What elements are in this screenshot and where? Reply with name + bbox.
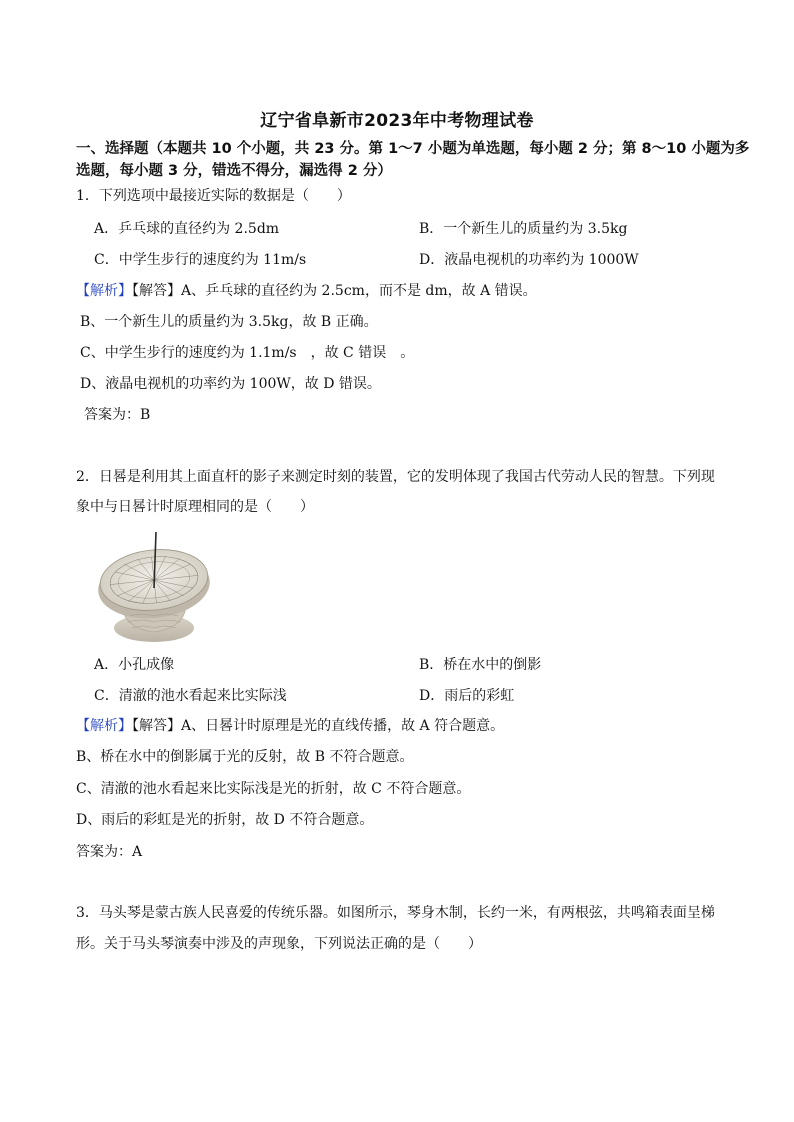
question-2-stem-line-1: 2．日晷是利用其上面直杆的影子来测定时刻的装置，它的发明体现了我国古代劳动人民的智慧。下列现 — [76, 469, 715, 485]
q2-analysis-line-3: C、清澈的池水看起来比实际浅是光的折射，故 C 不符合题意。 — [76, 781, 471, 797]
q2-analysis-line-1 — [76, 716, 504, 736]
question-2-stem-line-2: 象中与日晷计时原理相同的是（ ） — [76, 499, 314, 515]
q1-analysis-line-3: C、中学生步行的速度约为 1.1m/s ，故 C 错误 。 — [80, 345, 415, 361]
question-3-stem-line-1: 3．马头琴是蒙古族人民喜爱的传统乐器。如图所示，琴身木制，长约一米，有两根弦，共鸣箱表面呈梯 — [76, 905, 715, 921]
q1-answer: 答案为：B — [84, 407, 151, 423]
q2-analysis-line-4: D、雨后的彩虹是光的折射，故 D 不符合题意。 — [76, 812, 374, 828]
q1-analysis-line-4: D、液晶电视机的功率约为 100W，故 D 错误。 — [80, 376, 381, 392]
q1-option-b: B．一个新生儿的质量约为 3.5kg — [419, 221, 628, 237]
q2-answer: 答案为：A — [76, 844, 143, 860]
q1-option-a: A．乒乓球的直径约为 2.5dm — [94, 221, 280, 237]
q1-option-c: C．中学生步行的速度约为 11m/s — [94, 252, 307, 268]
sundial-image — [94, 528, 214, 642]
q2-option-a: A．小孔成像 — [94, 657, 175, 673]
q2-analysis-line-2: B、桥在水中的倒影属于光的反射，故 B 不符合题意。 — [76, 749, 414, 765]
question-1-stem: 1．下列选项中最接近实际的数据是（ ） — [76, 188, 351, 204]
q2-option-b: B．桥在水中的倒影 — [419, 657, 542, 673]
q1-analysis-line-2: B、一个新生儿的质量约为 3.5kg，故 B 正确。 — [80, 314, 378, 330]
q1-option-d: D．液晶电视机的功率约为 1000W — [419, 252, 639, 268]
page-title: 辽宁省阜新市2023年中考物理试卷 — [260, 111, 534, 131]
q1-analysis-line-1 — [76, 281, 537, 301]
q2-option-c: C．清澈的池水看起来比实际浅 — [94, 688, 287, 704]
section-heading: 一、选择题（本题共 10 个小题，共 23 分。第 1～7 小题为单选题，每小题 2 分；第 8～10 小题为多选题，每小题 3 分，错选不得分，漏选得 2 分） — [76, 141, 750, 179]
question-3-stem-line-2: 形。关于马头琴演奏中涉及的声现象，下列说法正确的是（ ） — [76, 936, 482, 952]
analysis-tag: 【解析】 — [76, 283, 132, 299]
analysis-text: 【解答】A、乒乓球的直径约为 2.5cm，而不是 dm，故 A 错误。 — [132, 283, 537, 299]
q2-option-d: D．雨后的彩虹 — [419, 688, 515, 704]
analysis-text: 【解答】A、日晷计时原理是光的直线传播，故 A 符合题意。 — [132, 718, 505, 734]
analysis-tag: 【解析】 — [76, 718, 132, 734]
